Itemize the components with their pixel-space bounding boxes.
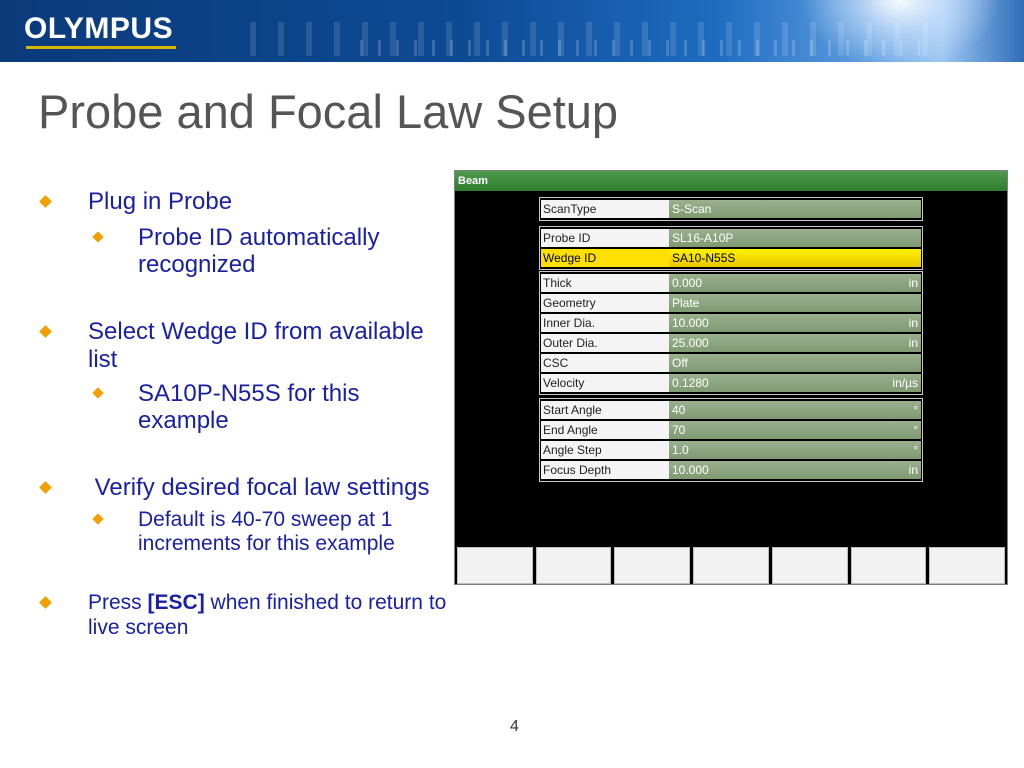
param-row[interactable] xyxy=(541,374,921,392)
param-row[interactable] xyxy=(541,334,921,352)
sub-bullet-text: Default is 40-70 sweep at 1 increments for this example xyxy=(138,508,395,555)
diamond-bullet-icon xyxy=(39,195,52,208)
scan-type-group xyxy=(539,197,923,221)
param-value[interactable]: 0.000 in xyxy=(669,274,921,292)
param-value[interactable]: SA10-N55S xyxy=(669,249,921,267)
bullet-item xyxy=(38,188,453,216)
header-banner xyxy=(0,0,1024,62)
param-label: Thick xyxy=(541,274,669,292)
function-key-5[interactable] xyxy=(772,547,848,584)
olympus-logo: OLYMPUS xyxy=(24,12,174,45)
param-row-selected[interactable] xyxy=(541,249,921,267)
bullet-item xyxy=(38,318,453,374)
bullet-text-prefix: Press xyxy=(88,591,148,614)
param-value[interactable]: SL16-A10P xyxy=(669,229,921,247)
param-row[interactable] xyxy=(541,461,921,479)
slide-title: Probe and Focal Law Setup xyxy=(38,85,619,138)
function-key-2[interactable] xyxy=(536,547,612,584)
param-row[interactable] xyxy=(541,200,921,218)
param-label: Outer Dia. xyxy=(541,334,669,352)
diamond-bullet-icon xyxy=(92,231,103,242)
param-value[interactable]: S-Scan xyxy=(669,200,921,218)
param-row[interactable] xyxy=(541,294,921,312)
banner-pattern-small xyxy=(360,40,920,56)
param-value[interactable]: 70 ° xyxy=(669,421,921,439)
param-label: Inner Dia. xyxy=(541,314,669,332)
esc-key-label: [ESC] xyxy=(147,591,205,614)
function-key-7[interactable] xyxy=(929,547,1005,584)
beam-setup-screen xyxy=(454,170,1008,585)
param-value[interactable]: 40 ° xyxy=(669,401,921,419)
function-key-bar xyxy=(455,547,1007,584)
param-row[interactable] xyxy=(541,401,921,419)
diamond-bullet-icon xyxy=(92,387,103,398)
param-label: Velocity xyxy=(541,374,669,392)
param-label: Probe ID xyxy=(541,229,669,247)
function-key-3[interactable] xyxy=(614,547,690,584)
sub-bullet-item xyxy=(38,224,453,278)
param-value[interactable]: Off xyxy=(669,354,921,372)
sub-bullet-text: Probe ID automatically recognized xyxy=(138,224,380,278)
part-geometry-group xyxy=(539,271,923,395)
diamond-bullet-icon xyxy=(39,596,52,609)
param-label: CSC xyxy=(541,354,669,372)
focal-law-group xyxy=(539,398,923,482)
bullet-text: Select Wedge ID from available list xyxy=(88,318,424,373)
bullet-item xyxy=(38,590,453,640)
param-label: Wedge ID xyxy=(541,249,669,267)
bullet-list xyxy=(38,188,453,640)
bullet-text-suffix: when finished to return to live screen xyxy=(88,591,453,639)
bullet-text: Plug in Probe xyxy=(88,188,233,215)
sub-bullet-item xyxy=(38,380,453,434)
diamond-bullet-icon xyxy=(92,513,103,524)
param-label: Focus Depth xyxy=(541,461,669,479)
param-value[interactable]: 10.000 in xyxy=(669,314,921,332)
param-row[interactable] xyxy=(541,314,921,332)
diamond-bullet-icon xyxy=(39,481,52,494)
param-label: ScanType xyxy=(541,200,669,218)
screen-header: Beam xyxy=(455,171,1007,191)
logo-underline xyxy=(26,46,176,49)
function-key-4[interactable] xyxy=(693,547,769,584)
probe-wedge-group xyxy=(539,226,923,270)
param-row[interactable] xyxy=(541,441,921,459)
param-value[interactable]: 25.000 in xyxy=(669,334,921,352)
param-label: Start Angle xyxy=(541,401,669,419)
param-row[interactable] xyxy=(541,354,921,372)
sub-bullet-item xyxy=(38,508,453,556)
param-value[interactable]: Plate xyxy=(669,294,921,312)
param-label: End Angle xyxy=(541,421,669,439)
diamond-bullet-icon xyxy=(39,325,52,338)
sub-bullet-text: SA10P-N55S for this example xyxy=(138,380,360,434)
bullet-text: Verify desired focal law settings xyxy=(88,474,430,501)
function-key-1[interactable] xyxy=(457,547,533,584)
param-value[interactable]: 1.0 ° xyxy=(669,441,921,459)
bullet-item xyxy=(38,474,453,502)
param-row[interactable] xyxy=(541,274,921,292)
function-key-6[interactable] xyxy=(851,547,927,584)
param-row[interactable] xyxy=(541,421,921,439)
param-value[interactable]: 10.000 in xyxy=(669,461,921,479)
page-number: 4 xyxy=(510,718,519,735)
param-label: Angle Step xyxy=(541,441,669,459)
param-value[interactable]: 0.1280 in/µs xyxy=(669,374,921,392)
param-row[interactable] xyxy=(541,229,921,247)
param-label: Geometry xyxy=(541,294,669,312)
